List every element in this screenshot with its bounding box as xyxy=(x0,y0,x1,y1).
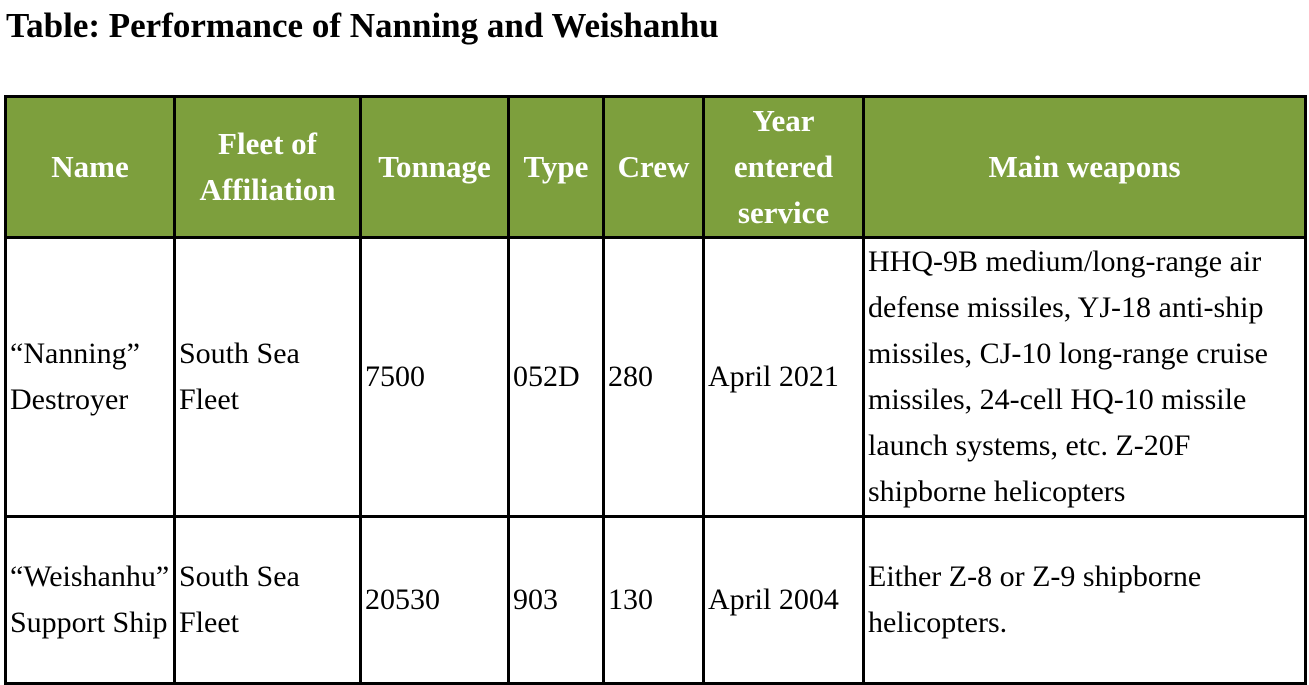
cell-crew: 280 xyxy=(604,238,704,517)
header-crew: Crew xyxy=(604,97,704,238)
header-fleet: Fleet of Affiliation xyxy=(175,97,361,238)
cell-weapons: Either Z-8 or Z-9 shipborne helicopters. xyxy=(864,517,1306,684)
cell-crew: 130 xyxy=(604,517,704,684)
header-type: Type xyxy=(509,97,604,238)
header-year: Year entered service xyxy=(704,97,864,238)
cell-fleet: South Sea Fleet xyxy=(175,517,361,684)
performance-table xyxy=(4,95,1307,685)
cell-tonnage: 7500 xyxy=(361,238,509,517)
cell-name: “Nanning” Destroyer xyxy=(6,238,175,517)
table-header-row xyxy=(6,97,1306,238)
cell-year: April 2021 xyxy=(704,238,864,517)
page-title: Table: Performance of Nanning and Weishanhu xyxy=(6,6,719,45)
header-weapons: Main weapons xyxy=(864,97,1306,238)
header-tonnage: Tonnage xyxy=(361,97,509,238)
table-row xyxy=(6,517,1306,684)
table-row xyxy=(6,238,1306,517)
cell-year: April 2004 xyxy=(704,517,864,684)
cell-type: 903 xyxy=(509,517,604,684)
cell-type: 052D xyxy=(509,238,604,517)
header-name: Name xyxy=(6,97,175,238)
cell-name: “Weishanhu” Support Ship xyxy=(6,517,175,684)
cell-tonnage: 20530 xyxy=(361,517,509,684)
cell-weapons: HHQ-9B medium/long-range air defense missiles, YJ-18 anti-ship missiles, CJ-10 long-range cruise missiles, 24-cell HQ-10 missile launch systems, etc. Z-20F shipborne helicopters xyxy=(864,238,1306,517)
cell-fleet: South Sea Fleet xyxy=(175,238,361,517)
